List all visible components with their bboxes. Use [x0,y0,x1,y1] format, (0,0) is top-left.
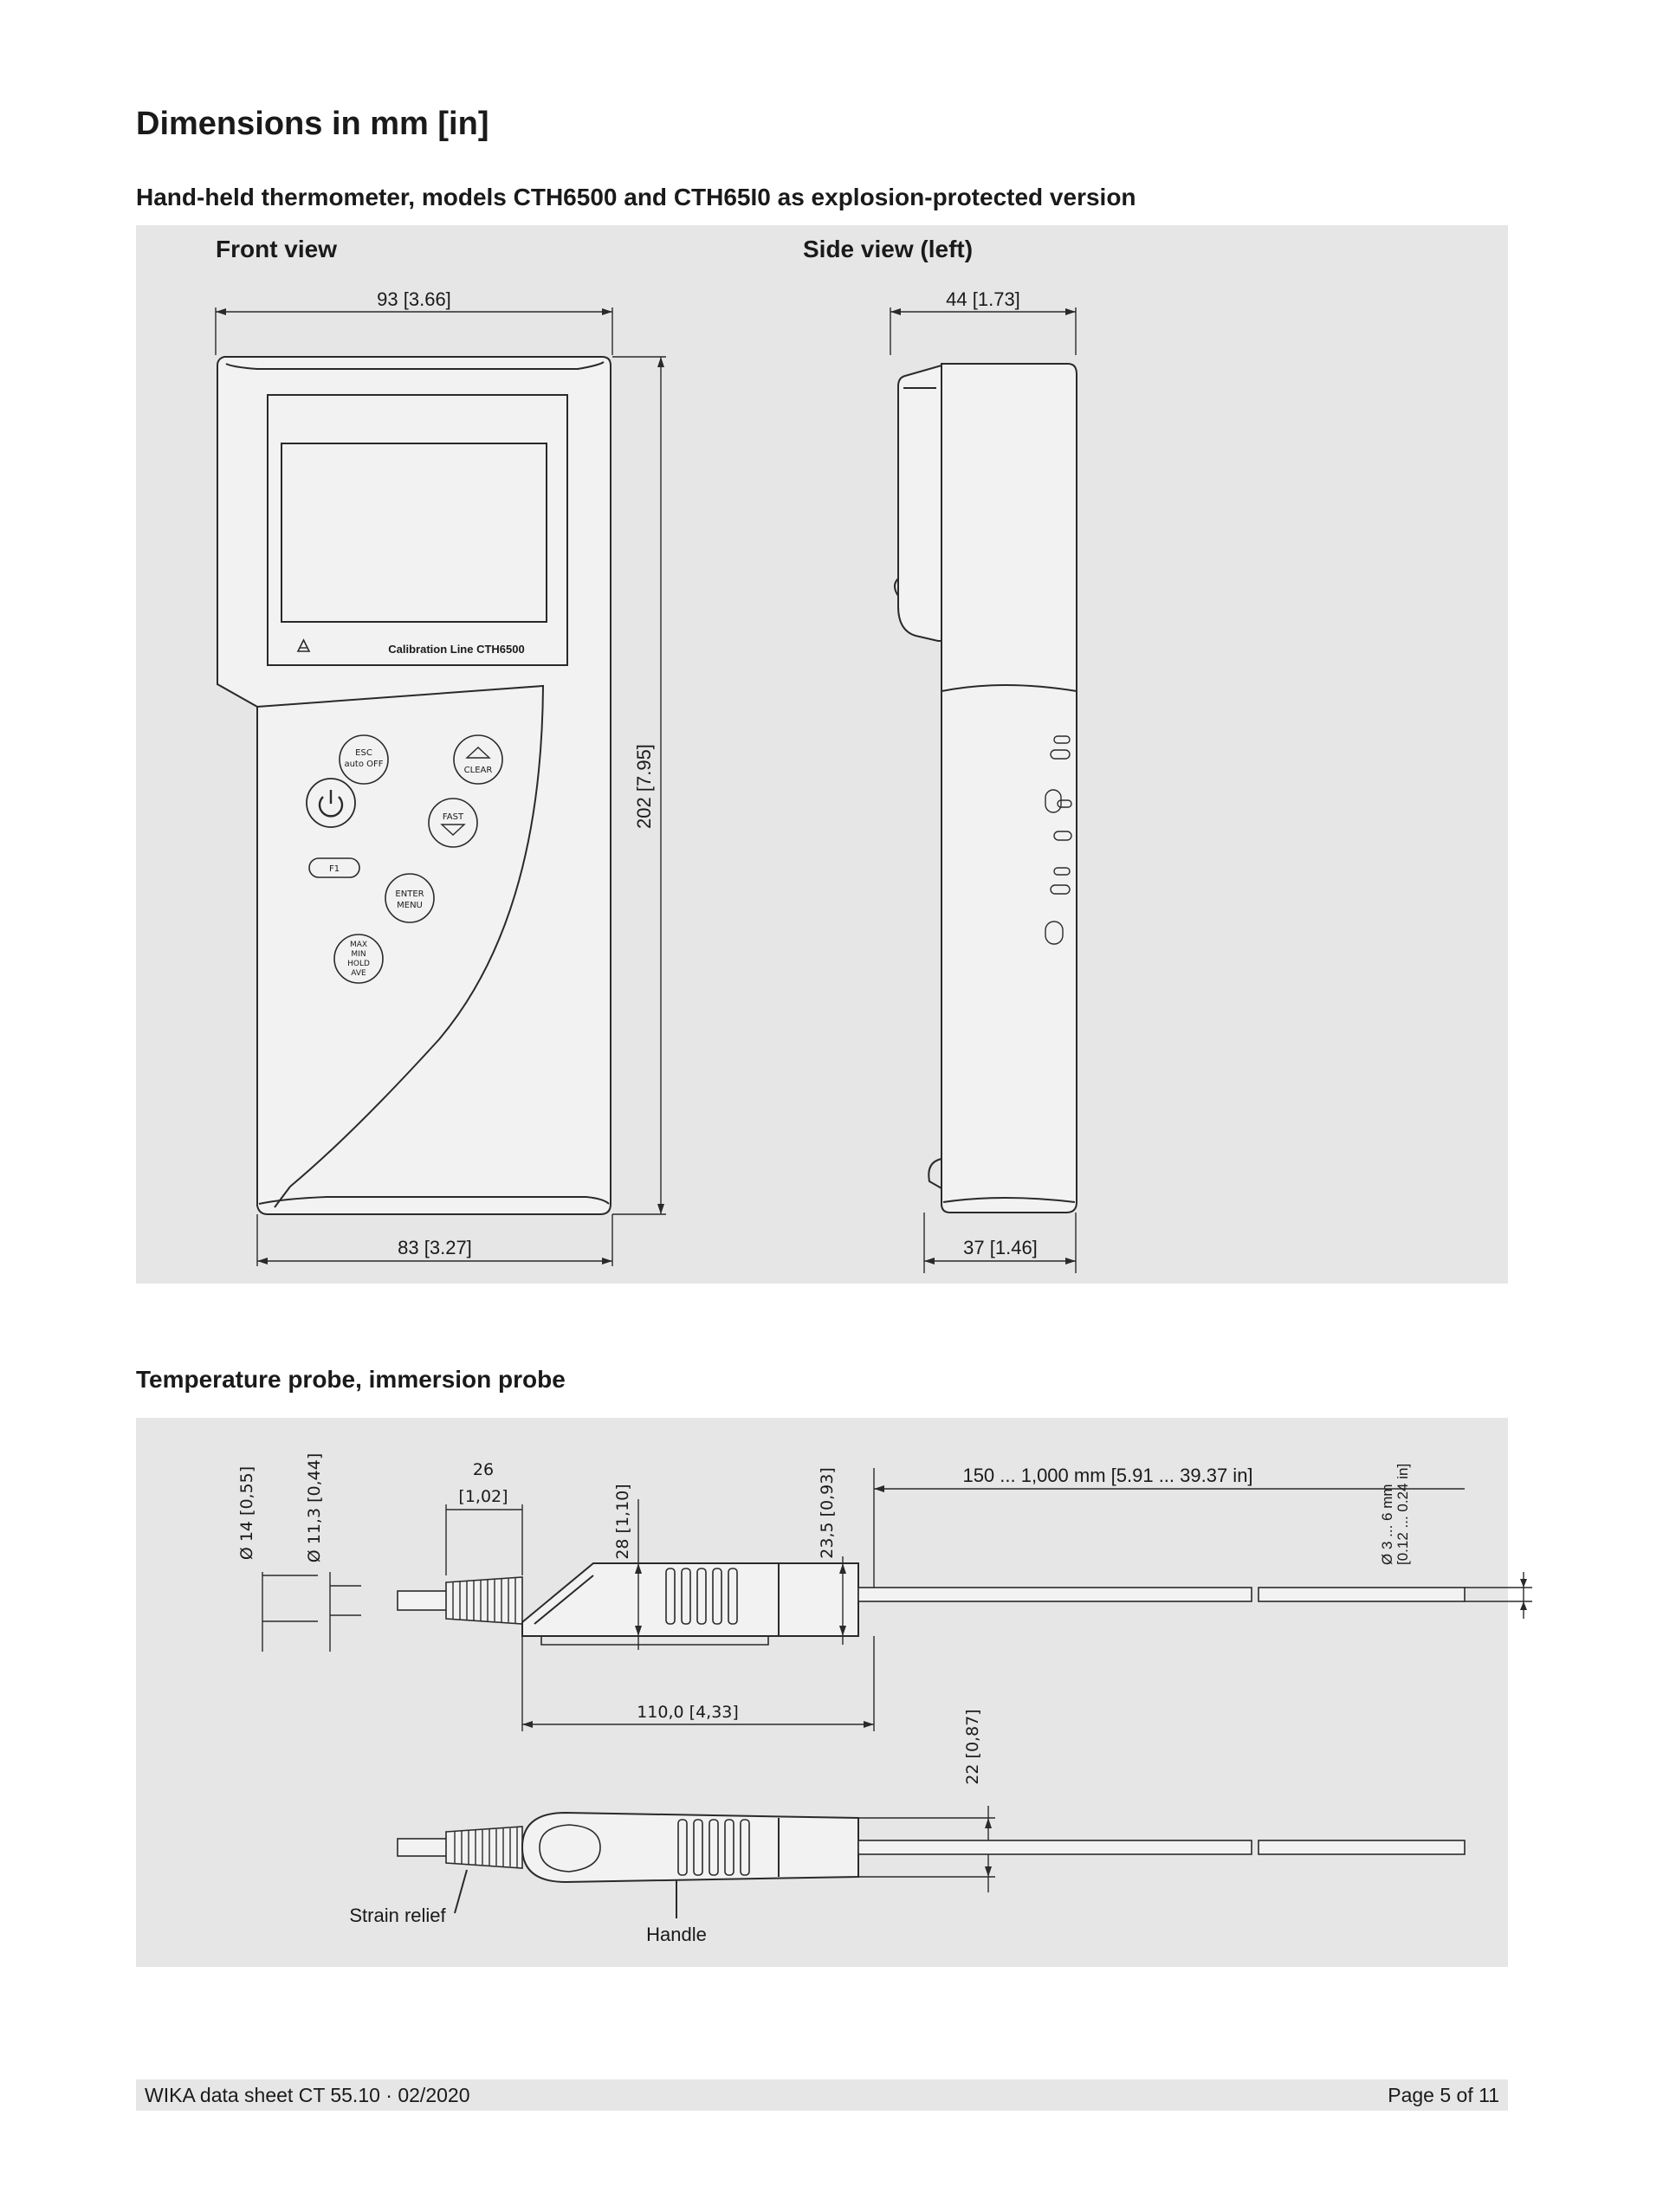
svg-text:FAST: FAST [442,812,464,822]
svg-text:ENTER: ENTER [395,889,424,899]
svg-text:CLEAR: CLEAR [463,766,493,775]
side-view-device [895,364,1077,1213]
section-heading-probe: Temperature probe, immersion probe [136,1366,566,1393]
footer-page-number: Page 5 of 11 [1388,2084,1499,2106]
svg-text:MAX: MAX [349,941,368,949]
dim-tip-dia: Ø 3 ... 6 mm [1379,1484,1395,1565]
front-width-bottom-dim: 83 [3.27] [398,1237,472,1258]
label-handle: Handle [646,1924,707,1945]
section-heading-thermometer: Hand-held thermometer, models CTH6500 and CTH65I0 as explosion-protected version [136,184,1136,210]
side-width-top-dim: 44 [1.73] [946,288,1020,310]
side-width-bottom-dim: 37 [1.46] [963,1237,1038,1258]
dim-length: 150 ... 1,000 mm [5.91 ... 39.37 in] [962,1465,1253,1486]
label-strain-relief: Strain relief [349,1905,446,1926]
dim-23-5: 23,5 [0,93] [818,1467,837,1559]
thermometer-drawing-panel [136,225,1508,1284]
probe-drawing-panel [136,1418,1508,1967]
front-view-device [217,357,611,1214]
dim-26-inch: [1,02] [458,1487,508,1506]
svg-text:F1: F1 [328,864,340,874]
dim-tip-dia-inch: [0.12 ... 0.24 in] [1394,1463,1411,1565]
front-view-label: Front view [216,236,338,262]
dim-26: 26 [472,1460,495,1479]
dim-dia-14: Ø 14 [0,55] [237,1465,256,1561]
dim-dia-11: Ø 11,3 [0,44] [305,1452,324,1563]
dim-28: 28 [1,10] [613,1484,632,1560]
svg-text:MIN: MIN [351,950,366,959]
footer-bar [136,2079,1508,2111]
svg-text:AVE: AVE [351,969,366,978]
probe-handle-top [522,1563,779,1636]
dim-22: 22 [0,87] [963,1709,982,1785]
page-title: Dimensions in mm [in] [136,106,489,142]
svg-text:auto OFF: auto OFF [344,760,384,769]
front-height-dim: 202 [7.95] [633,744,655,829]
svg-text:MENU: MENU [397,901,423,910]
probe-drawing [136,1418,1508,1967]
dim-110: 110,0 [4,33] [637,1703,739,1722]
svg-text:HOLD: HOLD [347,960,370,968]
thermometer-drawing [136,225,1508,1284]
device-label: Calibration Line CTH6500 [388,643,525,656]
front-width-top-dim: 93 [3.66] [377,288,451,310]
svg-text:ESC: ESC [355,748,372,758]
footer-doc-info: WIKA data sheet CT 55.10 · 02/2020 [145,2084,470,2106]
side-view-label: Side view (left) [803,236,974,262]
